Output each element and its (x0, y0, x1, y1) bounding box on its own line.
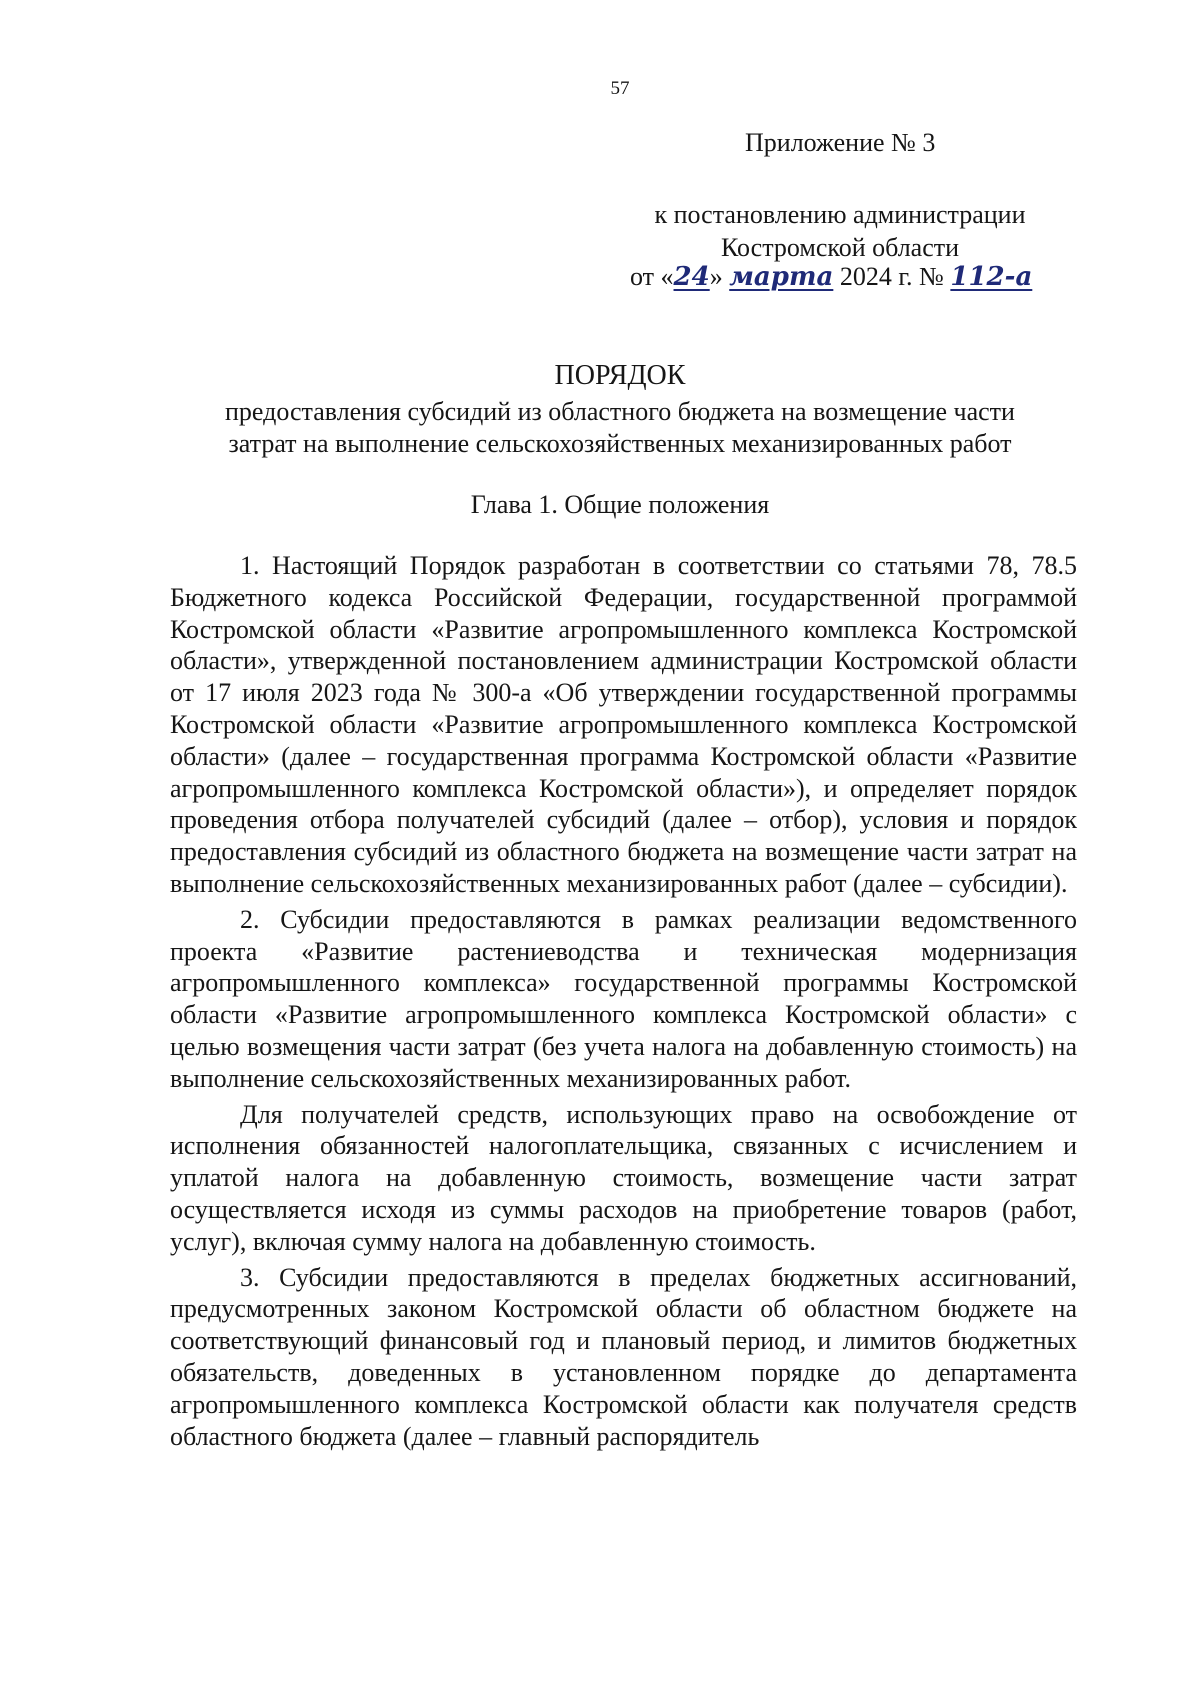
date-mid: » (709, 262, 723, 291)
decree-line-1: к постановлению администрации (654, 200, 1026, 229)
paragraph-1: 1. Настоящий Порядок разработан в соответствии со статьями 78, 78.5 Бюджетного кодекса Российской Федерации, государственной программой Костромской области «Развитие агропромышленного комплекса Костромской области», утвержденной постановлением администрации Костромской области от 17 июля 2023 года № 300-а «Об утверждении государственной программы Костромской области «Развитие агропромышленного комплекса Костромской области» (далее – государственная программа Костромской области «Развитие агропромышленного комплекса Костромской области»), и определяет порядок проведения отбора получателей субсидий (далее – отбор), условия и порядок предоставления субсидий из областного бюджета на возмещение части затрат на выполнение сельскохозяйственных механизированных работ (далее – субсидии). (170, 551, 1077, 898)
decree-line-2: Костромской области (720, 233, 960, 262)
decree-date-line (630, 262, 1032, 292)
chapter-heading: Глава 1. Общие положения (470, 490, 770, 519)
decree-reference (620, 198, 1060, 264)
document-body (170, 550, 1077, 1452)
appendix-label: Приложение № 3 (745, 128, 936, 157)
handwritten-day: 24 (673, 262, 710, 292)
document-title (0, 360, 1200, 460)
date-prefix: от « (630, 262, 674, 291)
title-main: ПОРЯДОК (554, 360, 686, 391)
paragraph-3: Для получателей средств, использующих право на освобождение от исполнения обязанностей налогоплательщика, связанных с исчислением и уплатой налога на добавленную стоимость, возмещение части затрат осуществляется исходя из суммы расходов на приобретение товаров (работ, услуг), включая сумму налога на добавленную стоимость. (170, 1099, 1077, 1256)
handwritten-number: 112-а (950, 262, 1033, 292)
year-text: 2024 г. № (839, 262, 944, 291)
title-line-2: затрат на выполнение сельскохозяйственных механизированных работ (228, 429, 1012, 458)
paragraph-4: 3. Субсидии предоставляются в пределах бюджетных ассигнований, предусмотренных законом Костромской области об областном бюджете на соответствующий финансовый год и плановый период, и лимитов бюджетных обязательств, доведенных в установленном порядке до департамента агропромышленного комплекса Костромской области как получателя средств областного бюджета (далее – главный распорядитель (170, 1262, 1077, 1451)
page-number: 57 (610, 78, 630, 99)
handwritten-month: марта (729, 262, 834, 292)
paragraph-2: 2. Субсидии предоставляются в рамках реализации ведомственного проекта «Развитие растениеводства и техническая модернизация агропромышленного комплекса» государственной программы Костромской области «Развитие агропромышленного комплекса Костромской области» с целью возмещения части затрат (без учета налога на добавленную стоимость) на выполнение сельскохозяйственных механизированных работ. (170, 904, 1077, 1093)
title-line-1: предоставления субсидий из областного бюджета на возмещение части (225, 397, 1015, 426)
